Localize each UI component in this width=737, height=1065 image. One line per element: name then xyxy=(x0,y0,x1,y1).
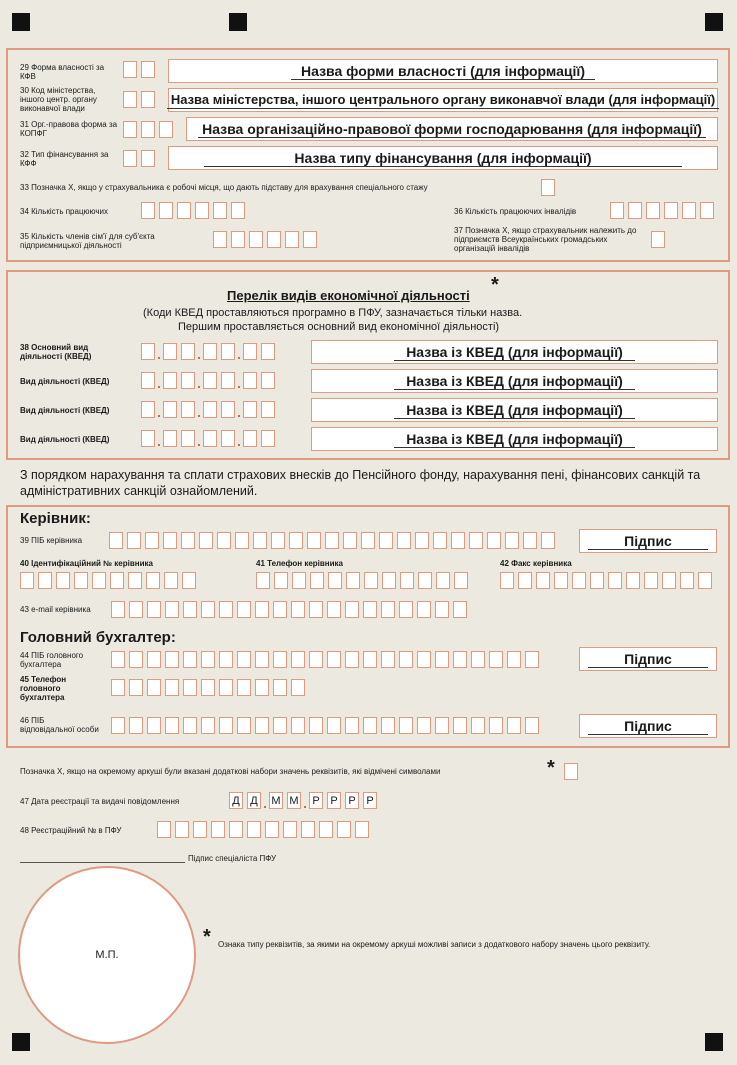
field-44-label: 44 ПІБ головного бухгалтера xyxy=(20,651,84,669)
accountant-signature[interactable]: Підпис xyxy=(579,647,717,671)
kved-row-4-cells[interactable] xyxy=(141,430,275,447)
field-35-cells[interactable] xyxy=(213,231,321,248)
stamp-label: М.П. xyxy=(95,949,119,961)
accountant-heading: Головний бухгалтер: xyxy=(20,629,176,646)
field-30-info: Назва міністерства, іншого центрального органу виконавчої влади (для інформації) xyxy=(168,88,718,112)
kved-row-4-info: Назва із КВЕД (для інформації) xyxy=(311,427,718,451)
pfu-signature-line xyxy=(20,862,185,863)
field-34-label: 34 Кількість працюючих xyxy=(20,207,108,216)
kved-row-3-label: Вид діяльності (КВЕД) xyxy=(20,406,110,415)
director-heading: Керівник: xyxy=(20,510,91,527)
field-46-label: 46 ПІБ відповідальної особи xyxy=(20,716,99,734)
director-signature[interactable]: Підпис xyxy=(579,529,717,553)
kved-row-2-label: Вид діяльності (КВЕД) xyxy=(20,377,110,386)
field-33-cell[interactable] xyxy=(541,179,559,196)
field-37-cell[interactable] xyxy=(651,231,669,248)
field-36-label: 36 Кількість працюючих інвалідів xyxy=(454,207,577,216)
date-char: Р xyxy=(309,792,323,809)
kved-row-2-info: Назва із КВЕД (для інформації) xyxy=(311,369,718,393)
field-40-label: 40 Ідентифікаційний № керівника xyxy=(20,559,153,568)
field-46-cells[interactable] xyxy=(111,717,543,734)
field-29-info: Назва форми власності (для інформації) xyxy=(168,59,718,83)
field-37-label: 37 Позначка Х, якщо страхувальник належить до підприємств Всеукраїнських громадських організацій інвалідів xyxy=(454,226,637,253)
footnote-star: * xyxy=(203,926,211,948)
extra-sets-cell[interactable] xyxy=(564,763,582,780)
kved-row-3-info: Назва із КВЕД (для інформації) xyxy=(311,398,718,422)
field-32-label: 32 Тип фінансування за КФФ xyxy=(20,150,109,168)
kved-row-4-label: Вид діяльності (КВЕД) xyxy=(20,435,110,444)
registration-mark xyxy=(12,13,30,31)
date-char: Д xyxy=(247,792,261,809)
field-39-cells[interactable] xyxy=(109,532,559,549)
kved-note-2: Першим проставляється основний вид економічної діяльності) xyxy=(178,321,500,333)
field-36-cells[interactable] xyxy=(610,202,718,219)
kved-row-2-cells[interactable] xyxy=(141,372,275,389)
kved-row-1-cells[interactable] xyxy=(141,343,275,360)
date-char: Р xyxy=(327,792,341,809)
date-char: Р xyxy=(345,792,359,809)
field-30-label: 30 Код міністерства, іншого центр. органу виконавчої влади xyxy=(20,86,97,113)
field-40-cells[interactable] xyxy=(20,572,200,589)
field-45-cells[interactable] xyxy=(111,679,309,696)
field-48-cells[interactable] xyxy=(157,821,373,838)
responsible-signature[interactable]: Підпис xyxy=(579,714,717,738)
field-43-label: 43 e-mail керівника xyxy=(20,605,91,614)
field-47-date[interactable] xyxy=(229,792,377,809)
field-45-label: 45 Телефон головного бухгалтера xyxy=(20,675,67,702)
kved-row-1-label: 38 Основний вид діяльності (КВЕД) xyxy=(20,343,92,361)
date-char: Д xyxy=(229,792,243,809)
date-char: М xyxy=(287,792,301,809)
field-41-label: 41 Телефон керівника xyxy=(256,559,344,568)
field-31-label: 31 Орг.-правова форма за КОПФГ xyxy=(20,120,118,138)
field-42-label: 42 Факс керівника xyxy=(500,559,572,568)
registration-mark xyxy=(229,13,247,31)
registration-mark xyxy=(12,1033,30,1051)
registration-mark xyxy=(705,1033,723,1051)
kved-title: Перелік видів економічної діяльності xyxy=(227,288,470,303)
field-34-cells[interactable] xyxy=(141,202,249,219)
field-33-label: 33 Позначка Х, якщо у страхувальника є робочі місця, що дають підставу для врахування спеціального стажу xyxy=(20,183,428,192)
footnote-star: * xyxy=(491,274,499,296)
extra-sets-label: Позначка Х, якщо на окремому аркуші були вказані додаткові набори значень реквізитів, які відмічені символами xyxy=(20,767,441,776)
field-30-cells[interactable] xyxy=(123,91,159,108)
field-32-cells[interactable] xyxy=(123,150,159,167)
field-35-label: 35 Кількість членів сім'ї для суб'єкта підприємницької діяльності xyxy=(20,232,155,250)
field-31-cells[interactable] xyxy=(123,121,177,138)
field-31-info: Назва організаційно-правової форми господарювання (для інформації) xyxy=(186,117,718,141)
field-42-cells[interactable] xyxy=(500,572,716,589)
field-43-cells[interactable] xyxy=(111,601,471,618)
acknowledgement-text: З порядком нарахування та сплати страхових внесків до Пенсійного фонду, нарахування пені, фінансових санкцій та адміністративних санкцій ознайомлений. xyxy=(20,468,701,498)
field-29-cells[interactable] xyxy=(123,61,159,78)
field-29-label: 29 Форма власності за КФВ xyxy=(20,63,105,81)
kved-note-1: (Коди КВЕД проставляються програмно в ПФУ, зазначається тільки назва. xyxy=(143,307,523,319)
date-char: Р xyxy=(363,792,377,809)
registration-mark xyxy=(705,13,723,31)
kved-row-1-info: Назва із КВЕД (для інформації) xyxy=(311,340,718,364)
stamp-circle[interactable] xyxy=(18,866,196,1044)
field-47-label: 47 Дата реєстрації та видачі повідомлення xyxy=(20,797,180,806)
footnote-star: * xyxy=(547,757,555,779)
footnote-text: Ознака типу реквізитів, за якими на окремому аркуші можливі записи з додаткового набору значень цього реквізиту. xyxy=(218,940,651,949)
field-32-info: Назва типу фінансування (для інформації) xyxy=(168,146,718,170)
field-44-cells[interactable] xyxy=(111,651,543,668)
pfu-signature-label: Підпис спеціаліста ПФУ xyxy=(188,854,277,863)
field-41-cells[interactable] xyxy=(256,572,472,589)
field-39-label: 39 ПІБ керівника xyxy=(20,536,83,545)
kved-row-3-cells[interactable] xyxy=(141,401,275,418)
date-char: М xyxy=(269,792,283,809)
field-48-label: 48 Реєстраційний № в ПФУ xyxy=(20,826,122,835)
